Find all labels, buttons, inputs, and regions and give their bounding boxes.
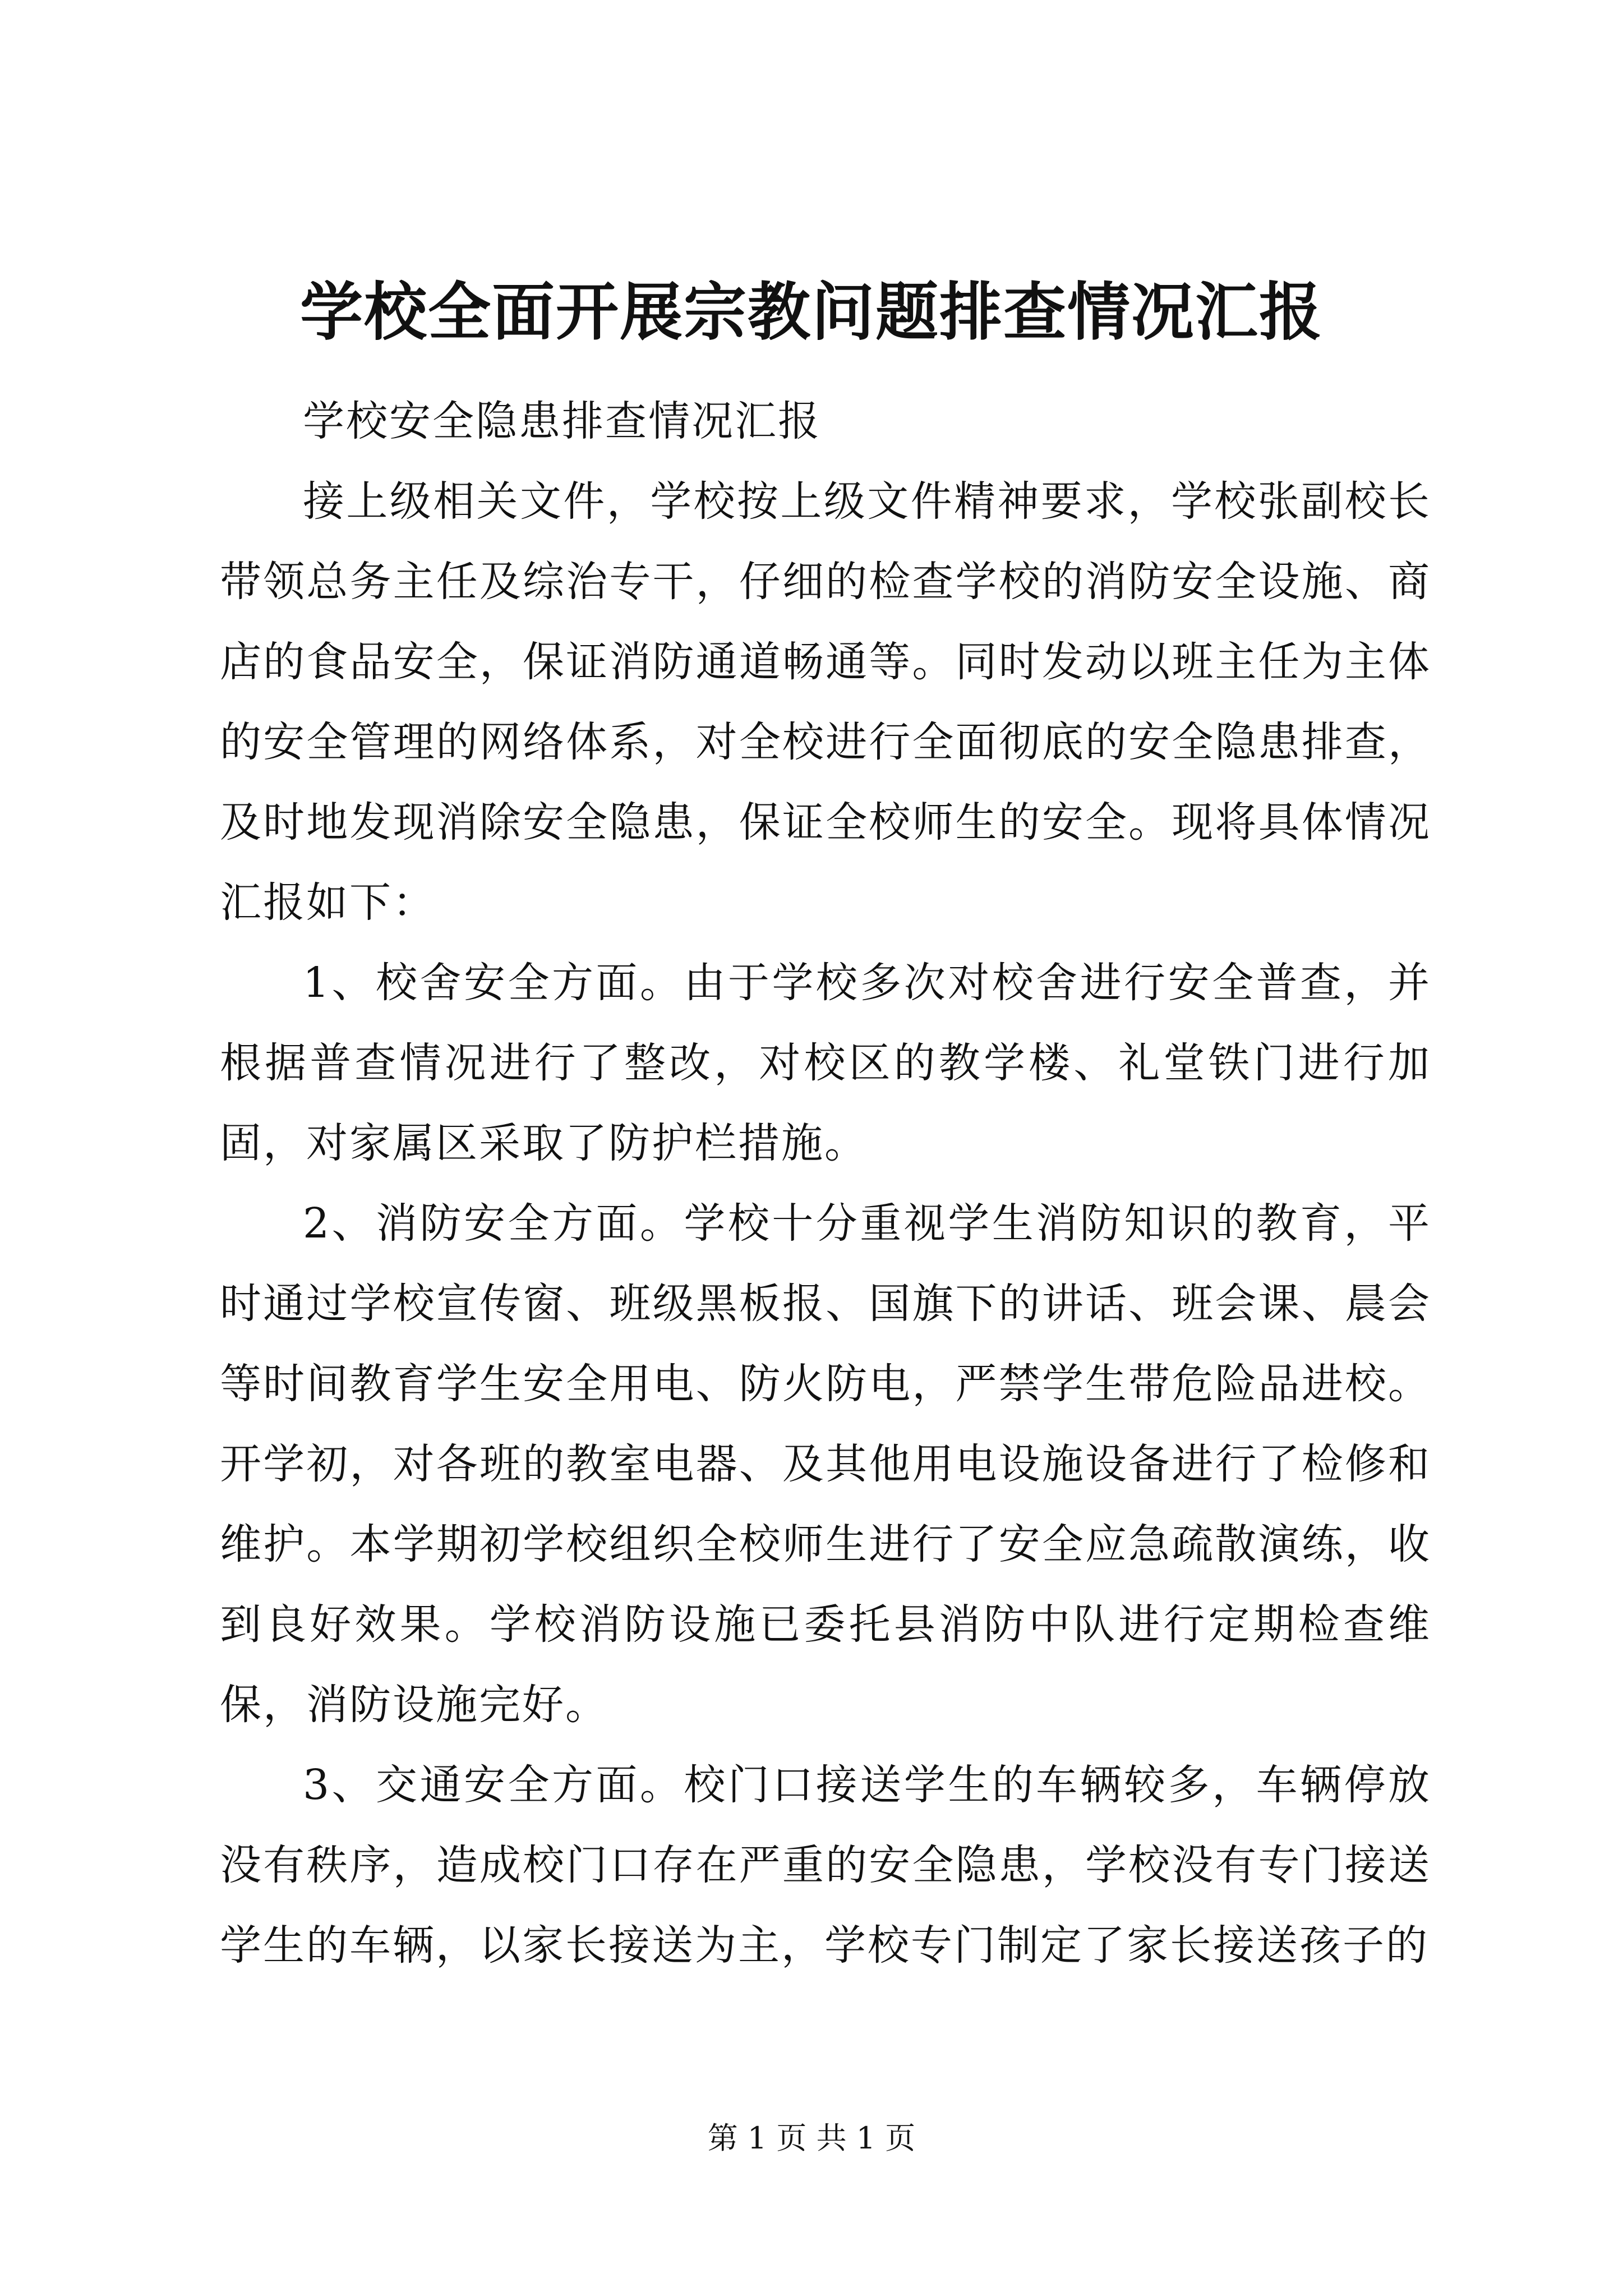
traffic-safety-paragraph: 3、交通安全方面。校门口接送学生的车辆较多，车辆停放没有秩序，造成校门口存在严重的安全隐患，学校没有专门接送学生的车辆，以家长接送为主，学校专门制定了家长接送孩子的 bbox=[220, 1761, 1431, 1970]
subtitle-paragraph: 学校安全隐患排查情况汇报 bbox=[303, 397, 821, 445]
fire-safety-paragraph: 2、消防安全方面。学校十分重视学生消防知识的教育，平时通过学校宣传窗、班级黑板报、国旗下的讲话、班会课、晨会等时间教育学生安全用电、防火防电，严禁学生带危险品进校。开学初，对各班的教室电器、及其他用电设施设备进行了检修和维护。本学期初学校组织全校师生进行了安全应急疏散演练，收到良好效果。学校消防设施已委托县消防中队进行定期检查维保，消防设施完好。 bbox=[220, 1199, 1431, 1729]
page-footer: 第 1 页 共 1 页 bbox=[707, 2120, 916, 2156]
school-building-paragraph: 1、校舍安全方面。由于学校多次对校舍进行安全普查，并根据普查情况进行了整改，对校区的教学楼、礼堂铁门进行加固，对家属区采取了防护栏措施。 bbox=[220, 959, 1431, 1167]
intro-paragraph: 接上级相关文件，学校按上级文件精神要求，学校张副校长带领总务主任及综治专干，仔细的检查学校的消防安全设施、商店的食品安全，保证消防通道畅通等。同时发动以班主任为主体的安全管理的网络体系，对全校进行全面彻底的安全隐患排查，及时地发现消除安全隐患，保证全校师生的安全。现将具体情况汇报如下： bbox=[220, 477, 1431, 927]
document-title: 学校全面开展宗教问题排查情况汇报 bbox=[300, 275, 1323, 349]
document-body bbox=[220, 381, 1431, 1986]
